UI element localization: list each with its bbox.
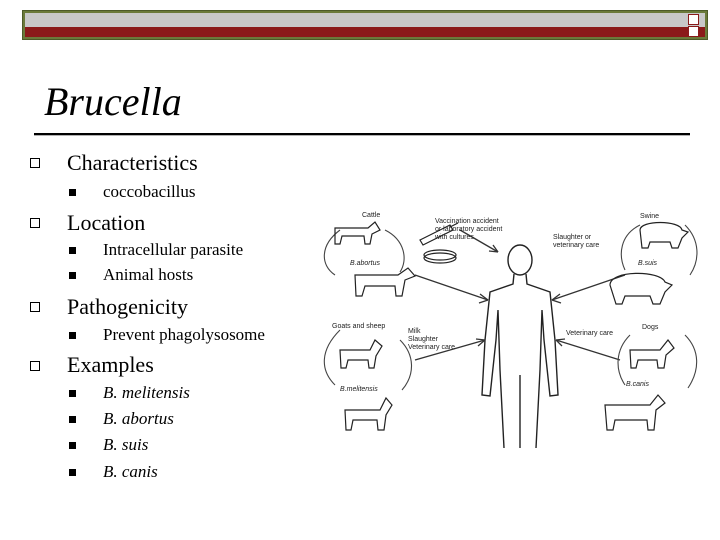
hollow-square-bullet-icon [30,302,40,312]
section-heading: Pathogenicity [67,294,188,319]
hollow-square-bullet-icon [30,361,40,371]
bullet-item: Animal hosts [103,265,194,284]
hollow-square-bullet-icon [30,218,40,228]
label-milk: Milk Slaughter Veterinary care [408,328,456,351]
human-figure-icon [482,245,558,448]
header-bar [22,10,708,40]
cow-icon [335,222,415,296]
section-heading: Examples [67,352,154,377]
bullet-item: coccobacillus [103,182,196,201]
filled-square-bullet-icon [69,189,76,196]
label-cattle: Cattle [362,212,381,219]
label-goats-sheep: Goats and sheep [332,323,386,330]
bullet-item: B. suis [103,435,149,454]
label-b-abortus: B.abortus [350,260,380,267]
slide-title: Brucella [44,79,182,124]
filled-square-bullet-icon [69,247,76,254]
filled-square-bullet-icon [69,390,76,397]
bullet-item: B. abortus [103,409,174,428]
label-veterinary-care: Veterinary care [566,330,614,337]
label-dogs: Dogs [642,324,659,331]
label-vaccination: Vaccination accident or laboratory accident with cultures [435,218,503,241]
label-b-suis: B.suis [638,260,658,267]
header-bar-gray-band [25,13,705,28]
title-divider-shadow [34,135,690,136]
culture-dish-icon [424,250,456,263]
goat-icon [340,340,392,430]
filled-square-bullet-icon [69,272,76,279]
transmission-diagram [320,200,700,450]
filled-square-bullet-icon [69,469,76,476]
bullet-item: Prevent phagolysosome [103,325,265,344]
hollow-square-bullet-icon [30,158,40,168]
label-b-canis: B.canis [626,381,649,388]
section-heading: Characteristics [67,150,198,175]
header-bar-red-band [25,27,705,37]
label-slaughter: Slaughter or veterinary care [553,234,600,249]
bullet-item: B. canis [103,462,158,481]
filled-square-bullet-icon [69,416,76,423]
filled-square-bullet-icon [69,442,76,449]
label-b-melitensis: B.melitensis [340,386,378,393]
corner-square-icon [688,26,699,37]
section-heading: Location [67,210,146,235]
label-swine: Swine [640,213,660,220]
filled-square-bullet-icon [69,332,76,339]
bullet-item: B. melitensis [103,383,190,402]
corner-square-icon [688,14,699,25]
bullet-item: Intracellular parasite [103,240,244,259]
